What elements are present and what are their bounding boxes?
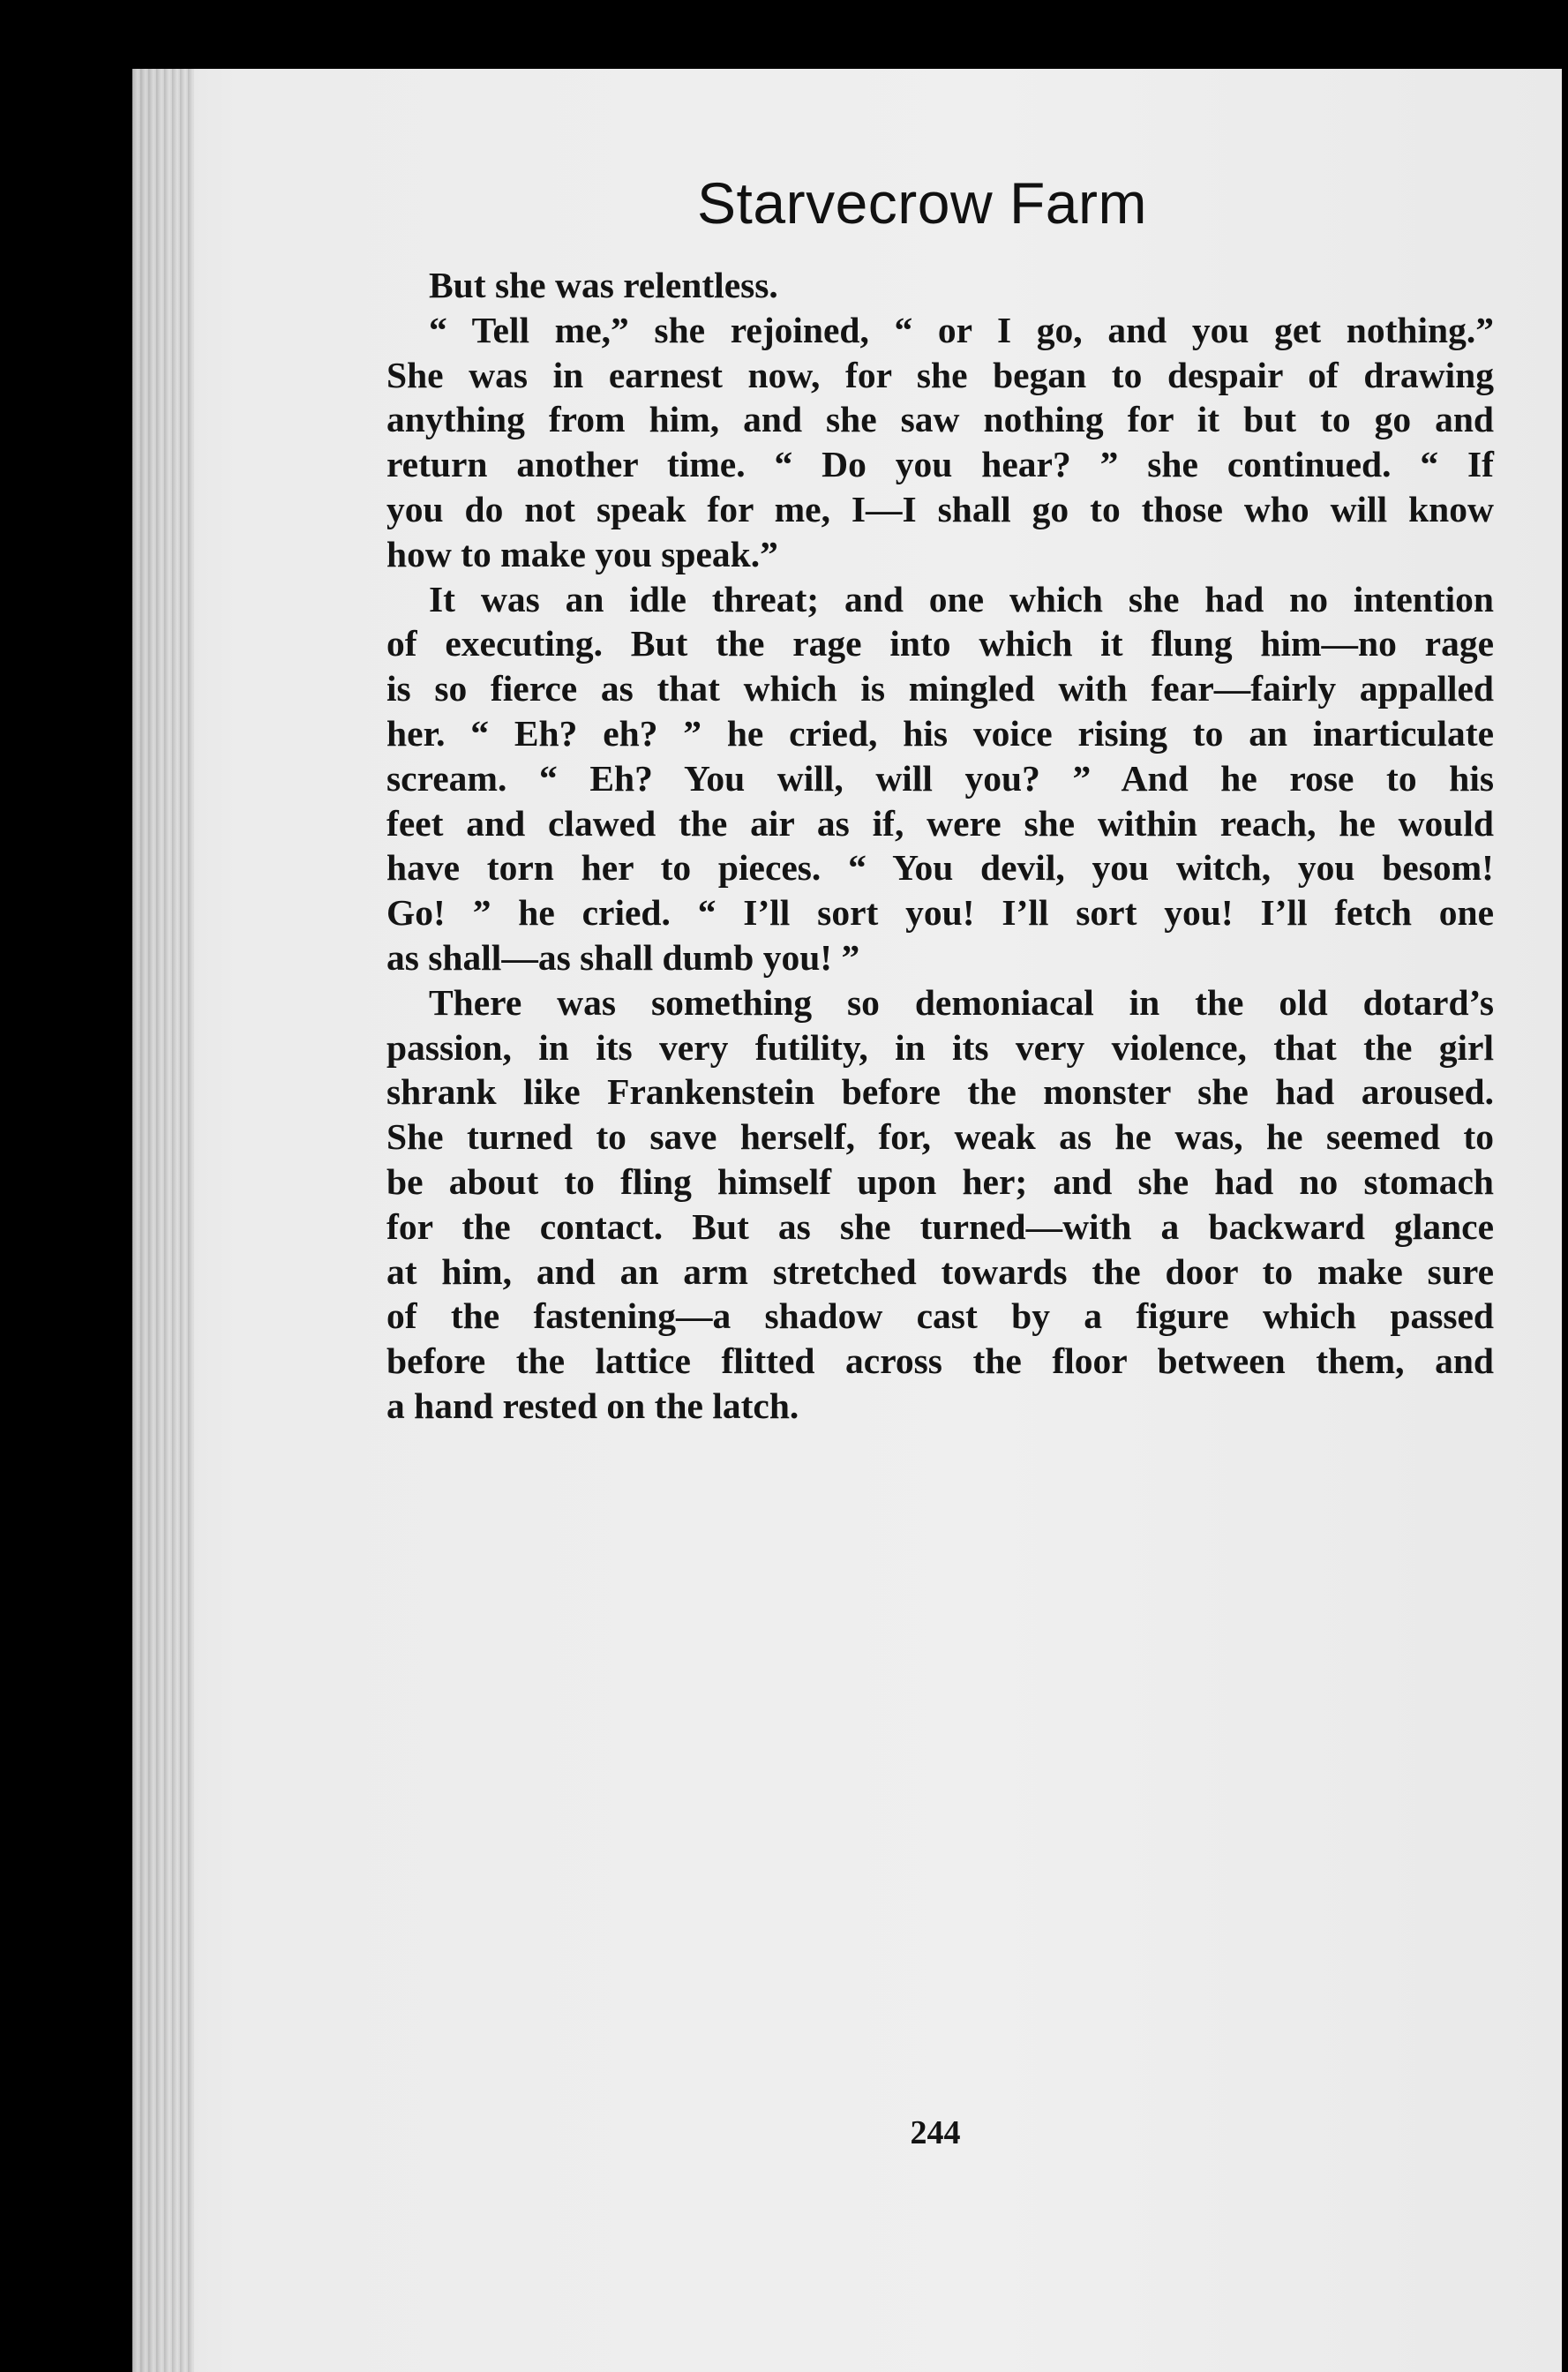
text-line: return another time. “ Do you hear? ” she continued. “ If	[386, 444, 1494, 485]
running-head-title: Starvecrow Farm	[697, 170, 1147, 236]
page-number: 244	[910, 2114, 961, 2151]
text-line: anything from him, and she saw nothing for it but to go and	[386, 399, 1494, 440]
text-line: a hand rested on the latch.	[386, 1385, 799, 1426]
text-line: you do not speak for me, I—I shall go to those who will know	[386, 488, 1494, 529]
text-line: passion, in its very futility, in its very violence, that the girl	[386, 1026, 1494, 1068]
text-line: feet and clawed the air as if, were she within reach, he would	[386, 802, 1494, 844]
text-line: at him, and an arm stretched towards the door to make sure	[386, 1250, 1494, 1292]
body-text	[386, 263, 1494, 1429]
text-line: of the fastening—a shadow cast by a figure which passed	[386, 1295, 1494, 1337]
text-line: her. “ Eh? eh? ” he cried, his voice rising to an inarticulate	[386, 712, 1494, 754]
text-line: She was in earnest now, for she began to despair of drawing	[386, 354, 1494, 395]
text-line: There was something so demoniacal in the old dotard’s	[429, 981, 1494, 1023]
text-line: how to make you speak.”	[386, 533, 778, 574]
text-line: of executing. But the rage into which it flung him—no rage	[386, 623, 1494, 664]
text-line: She turned to save herself, for, weak as he was, he seemed to	[386, 1116, 1494, 1158]
text-line: But she was relentless.	[429, 265, 778, 305]
text-line: It was an idle threat; and one which she had no intention	[429, 578, 1494, 619]
text-line: for the contact. But as she turned—with a backward glance	[386, 1205, 1494, 1247]
text-line: is so fierce as that which is mingled with fear—fairly appalled	[386, 668, 1494, 709]
text-line: have torn her to pieces. “ You devil, you witch, you besom!	[386, 847, 1494, 889]
page-gutter-edges	[132, 69, 194, 2372]
text-line: as shall—as shall dumb you! ”	[386, 936, 860, 978]
text-line: be about to fling himself upon her; and she had no stomach	[386, 1160, 1494, 1202]
text-line: shrank like Frankenstein before the monster she had aroused.	[386, 1071, 1494, 1113]
text-line: before the lattice flitted across the floor between them, and	[386, 1340, 1494, 1382]
text-line: Go! ” he cried. “ I’ll sort you! I’ll sort you! I’ll fetch one	[386, 892, 1494, 934]
text-line: scream. “ Eh? You will, will you? ” And he rose to his	[386, 757, 1494, 799]
text-line: “ Tell me,” she rejoined, “ or I go, and you get nothing.”	[429, 309, 1494, 350]
